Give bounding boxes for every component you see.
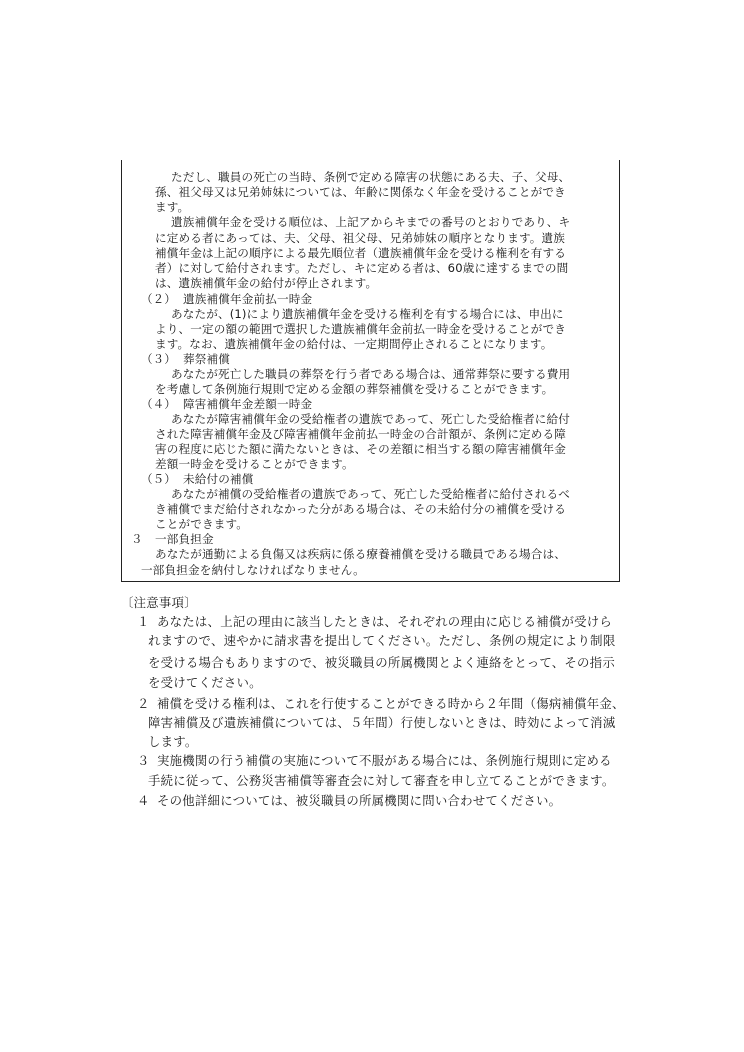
section-title: 障害補償年金差額一時金 [183, 397, 313, 411]
section-title: 葬祭補償 [183, 352, 230, 366]
text-line: ます。 [155, 200, 190, 214]
text-line: ます。なお、遺族補償年金の給付は、一定期間停止されることになります。 [155, 337, 553, 351]
note-line: します。 [148, 734, 198, 749]
note-number: １ [137, 614, 150, 629]
text-line: 孫、祖父母又は兄弟姉妹については、年齢に関係なく年金を受けることができ [155, 185, 566, 199]
text-line: に定める者にあっては、夫、父母、祖父母、兄弟姉妹の順序となります。遺族 [155, 231, 565, 245]
note-line: その他詳細については、被災職員の所属機関に問い合わせてください。 [157, 793, 562, 808]
notes-header: 〔注意事項〕 [121, 595, 197, 610]
section-number: （４） [141, 397, 176, 411]
text-line: あなたが死亡した職員の葬祭を行う者である場合は、通常葬祭に要する費用 [171, 367, 571, 381]
text-line: 遺族補償年金を受ける順位は、上記アからキまでの番号のとおりであり、キ [171, 215, 571, 229]
text-line: ただし、職員の死亡の当時、条例で定める障害の状態にある夫、子、父母、 [171, 170, 571, 184]
text-line: は、遺族補償年金の給付が停止されます。 [155, 276, 378, 290]
text-line: 害の程度に応じた額に満たないときは、その差額に相当する額の障害補償年金 [155, 442, 567, 456]
note-line: を受ける場合もありますので、被災職員の所属機関とよく連絡をとって、その指示 [148, 655, 615, 670]
note-number: ３ [137, 753, 150, 768]
text-line: あなたが、(1)により遺族補償年金を受ける権利を有する場合には、申出に [171, 307, 564, 321]
text-line: を考慮して条例施行規則で定める金額の葬祭補償を受けることができます。 [155, 382, 554, 396]
note-line: を受けてください。 [148, 675, 262, 690]
section-title: 遺族補償年金前払一時金 [183, 292, 313, 306]
text-line: 一部負担金を納付しなければなりません。 [141, 563, 365, 577]
text-line: き補償でまだ給付されなかった分がある場合は、その未給付分の補償を受ける [155, 502, 567, 516]
section-number: （５） [141, 472, 176, 486]
section-title: 未給付の補償 [183, 472, 254, 486]
text-line: 補償年金は上記の順序による最先順位者（遺族補償年金を受ける権利を有する [155, 246, 567, 260]
note-line: 補償を受ける権利は、これを行使することができる時から２年間（傷病補償年金、 [157, 696, 625, 711]
section-number: （３） [141, 352, 176, 366]
note-line: あなたは、上記の理由に該当したときは、それぞれの理由に応じる補償が受けら [157, 614, 613, 629]
text-line: ことができます。 [155, 517, 249, 531]
text-line: より、一定の額の範囲で選択した遺族補償年金前払一時金を受けることができ [155, 322, 567, 336]
note-line: 手続に従って、公務災害補償等審査会に対して審査を申し立てることができます。 [148, 773, 615, 788]
section-title: 一部負担金 [155, 532, 214, 546]
text-line: あなたが障害補償年金の受給権者の遺族であって、死亡した受給権者に給付 [171, 412, 570, 426]
text-line: あなたが通勤による負傷又は疾病に係る療養補償を受ける職員である場合は、 [155, 547, 567, 561]
note-line: れますので、速やかに請求書を提出してください。ただし、条例の規定により制限 [148, 633, 616, 648]
note-number: ２ [137, 696, 150, 711]
note-number: ４ [137, 793, 150, 808]
section-number: （２） [141, 292, 176, 306]
section-number: ３ [131, 532, 143, 546]
text-line: された障害補償年金及び障害補償年金前払一時金の合計額が、条例に定める障 [155, 427, 567, 441]
note-line: 実施機関の行う補償の実施について不服がある場合には、条例施行規則に定める [157, 753, 612, 768]
text-line: あなたが補償の受給権者の遺族であって、死亡した受給権者に給付されるべ [171, 487, 570, 501]
text-line: 者）に対して給付されます。ただし、キに定める者は、60歳に達するまでの間 [155, 261, 569, 275]
text-line: 差額一時金を受けることができます。 [155, 457, 354, 471]
note-line: 障害補償及び遺族補償については、５年間）行使しないときは、時効によって消滅 [148, 715, 616, 730]
